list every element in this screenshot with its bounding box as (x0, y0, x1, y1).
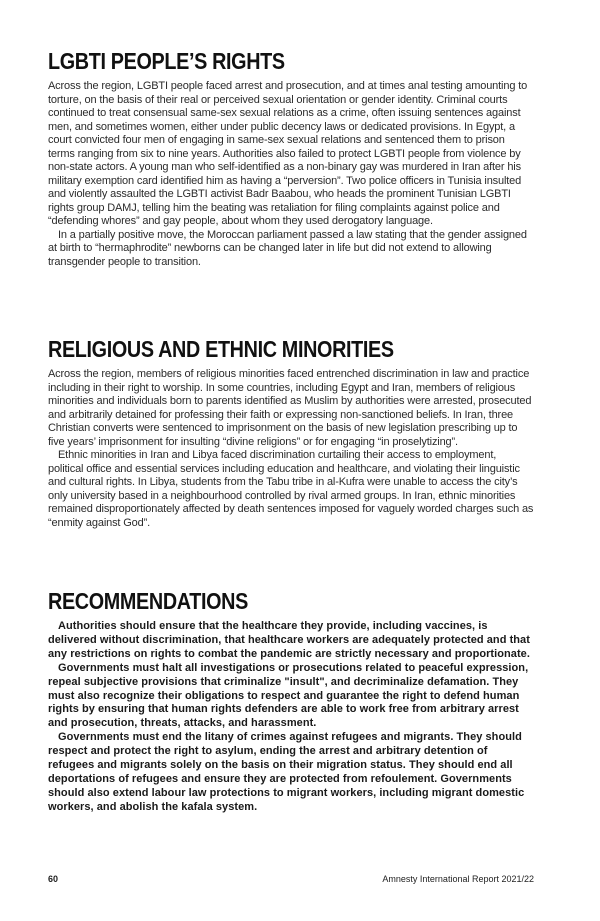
page-number: 60 (48, 874, 59, 884)
report-title: Amnesty International Report 2021/22 (382, 874, 534, 884)
paragraph: Across the region, LGBTI people faced arrest and prosecution, and at times anal testing amounting to torture, on the basis of their real or perceived sexual orientation or gender identity. Criminal courts continued to treat consensual same-sex sexual relations as a crime, often issuing sentences against men, and sometimes women, either under public decency laws or dedicated provisions. In Egypt, a court convicted four men of engaging in same-sex sexual relations and sentenced them to prison terms ranging from six to nine years. Authorities also failed to protect LGBTI people from violence by non-state actors. A young man who self-identified as a non-binary gay was murdered in Iran after his military exemption card identified him as having a “perversion”. Two police officers in Tunisia insulted and violently assaulted the LGBTI activist Badr Baabou, who heads the prominent Tunisian LGBTI rights group DAMJ, telling him the beating was retaliation for filing complaints against police and “defending whores” and gay people, about whom they used derogatory language. (48, 80, 528, 227)
heading-religious-ethnic-minorities: RELIGIOUS AND ETHNIC MINORITIES (48, 336, 394, 362)
paragraph: Governments must end the litany of crimes against refugees and migrants. They should respect and protect the right to asylum, ending the arrest and arbitrary detention of refugees and migrants solely on the basis on their migration status. They should end all deportations of refugees and ensure they are protected from refoulement. Governments should also extend labour law protections to migrant workers, including migrant domestic workers, and abolish the kafala system. (48, 731, 525, 813)
paragraph: Governments must halt all investigations or prosecutions related to peaceful expression, repeal subjective provisions that criminalize "insult", and decriminalize defamation. They must also recognize their obligations to respect and guarantee the right to defend human rights by ensuring that human rights defenders are able to work free from arbitrary arrest and prosecution, threats, attacks, and harassment. (48, 661, 529, 730)
heading-lgbti-rights: LGBTI PEOPLE’S RIGHTS (48, 48, 285, 74)
section-lgbti-rights (48, 48, 534, 269)
section-recommendations (48, 588, 534, 815)
paragraph: Ethnic minorities in Iran and Libya faced discrimination curtailing their access to employment, political office and essential services including education and healthcare, and violating their linguistic and cultural rights. In Libya, students from the Tabu tribe in al-Kufra were unable to access the city’s only university based in a neighbourhood controlled by rival armed groups. In Iran, ethnic minorities remained disproportionately affected by death sentences imposed for vaguely worded charges such as “enmity against God”. (48, 449, 534, 529)
heading-recommendations: RECOMMENDATIONS (48, 588, 248, 614)
section-religious-ethnic-minorities (48, 336, 534, 530)
paragraph: Across the region, members of religious minorities faced entrenched discrimination in law and practice including in their right to worship. In some countries, including Egypt and Iran, members of religious minorities and individuals born to parents identified as Muslim by authorities were arrested, prosecuted and arbitrarily detained for professing their faith or expressing non-sanctioned beliefs. In Iran, three Christian converts were sentenced to imprisonment on the basis of new legislation prescribing up to five years’ imprisonment for insulting “divine religions” or for engaging “in proselytizing”. (48, 368, 532, 448)
paragraph: Authorities should ensure that the healthcare they provide, including vaccines, is delivered without discrimination, that healthcare workers are adequately protected and that any restrictions on rights to combat the pandemic are strictly necessary and proportionate. (48, 620, 530, 660)
page-footer (48, 874, 534, 886)
paragraph: In a partially positive move, the Moroccan parliament passed a law stating that the gender assigned at birth to “hermaphrodite” newborns can be changed later in life but did not extend to allowing transgender people to transition. (48, 228, 527, 268)
